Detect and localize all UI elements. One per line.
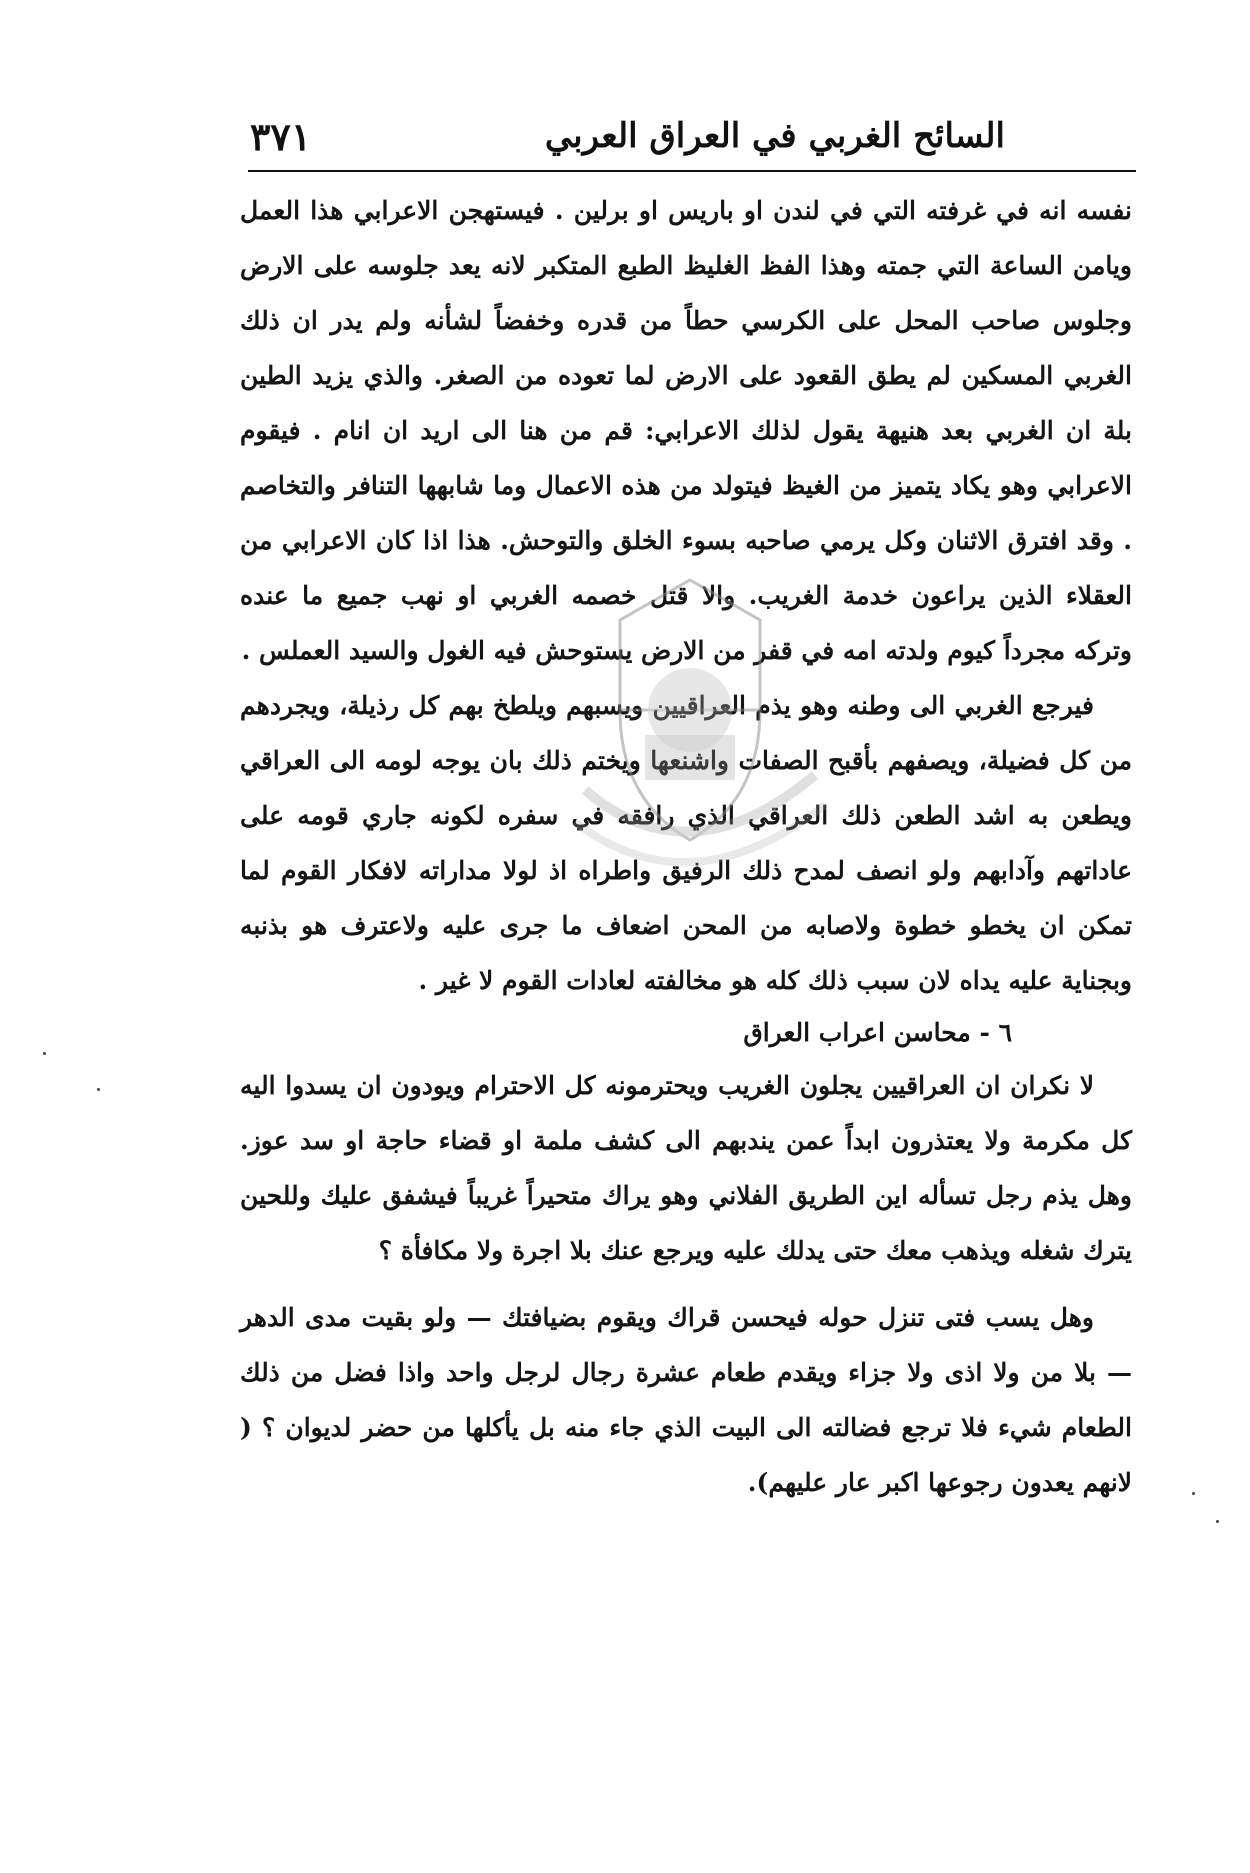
paragraph-3: لا نكران ان العراقيين يجلون الغريب ويحترمونه كل الاحترام ويودون ان يسدوا اليه كل مكرمة ولا يعتذرون ابداً عمن يندبهم الى كشف ملمة او قضاء حاجة او سد عوز. وهل يذم رجل تسأله اين الطريق الفلاني وهو يراك متحيراً غريباً فيشفق عليك وللحين يترك شغله ويذهب معك حتى يدلك عليه ويرجع عنك بلا اجرة ولا مكافأة ؟ [240,1071,1132,1265]
page-body [240,183,1132,1510]
header-rule [248,170,1136,172]
paragraph-1: نفسه انه في غرفته التي في لندن او باريس او برلين . فيستهجن الاعرابي هذا العمل ويامن الساعة التي جمته وهذا الفظ الغليظ الطبع المتكبر لانه يعد جلوسه على الارض وجلوس صاحب المحل على الكرسي حطاً من قدره وخفضاً لشأنه ولم يدر ان ذلك الغربي المسكين لم يطق القعود على الارض لما تعوده من الصغر. والذي يزيد الطين بلة ان الغربي بعد هنيهة يقول لذلك الاعرابي: قم من هنا الى اريد ان انام . فيقوم الاعرابي وهو يكاد يتميز من الغيظ فيتولد من هذه الاعمال وما شابهها التنافر والتخاصم . وقد افترق الاثنان وكل يرمي صاحبه بسوء الخلق والتوحش. هذا اذا كان الاعرابي من العقلاء الذين يراعون خدمة الغريب. والا قتل خصمه الغربي او نهب جميع ما عنده وتركه مجرداً كيوم ولدته امه في قفر من الارض يستوحش فيه الغول والسيد العملس . [240,196,1132,665]
scan-speck [43,1052,46,1055]
paragraph-gap [240,1278,1132,1290]
paragraph-2: فيرجع الغربي الى وطنه وهو يذم العراقيين ويسبهم ويلطخ بهم كل رذيلة، ويجردهم من كل فضيلة، ويصفهم بأقبح الصفات واشنعها ويختم ذلك بان يوجه لومه الى العراقي ويطعن به اشد الطعن ذلك العراقي الذي رافقه في سفره لكونه جاري قومه على عاداتهم وآدابهم ولو انصف لمدح ذلك الرفيق واطراه اذ لولا مداراته لافكار القوم لما تمكن ان يخطو خطوة ولاصابه من المحن اضعاف ما جرى عليه ولاعترف هو بذنبه وبجناية عليه يداه لان سبب ذلك كله هو مخالفته لعادات القوم لا غير . [240,691,1132,995]
page-header [250,108,1135,164]
scan-speck [1192,1492,1195,1495]
running-header-title: السائح الغربي في العراق العربي [544,116,1005,156]
page-number: ٣٧١ [250,113,312,159]
scan-speck [97,1088,100,1091]
scan-speck [1216,1520,1219,1523]
paragraph-4: وهل يسب فتى تنزل حوله فيحسن قراك ويقوم بضيافتك — ولو بقيت مدى الدهر — بلا من ولا اذى ولا جزاء ويقدم طعام عشرة رجال لرجل واحد واذا فضل من ذلك الطعام شيء فلا ترجع فضالته الى البيت الذي جاء منه بل يأكلها من حضر لديوان ؟ ( لانهم يعدون رجوعها اكبر عار عليهم). [240,1303,1132,1497]
section-heading: ٦ - محاسن اعراب العراق [743,1018,1012,1047]
